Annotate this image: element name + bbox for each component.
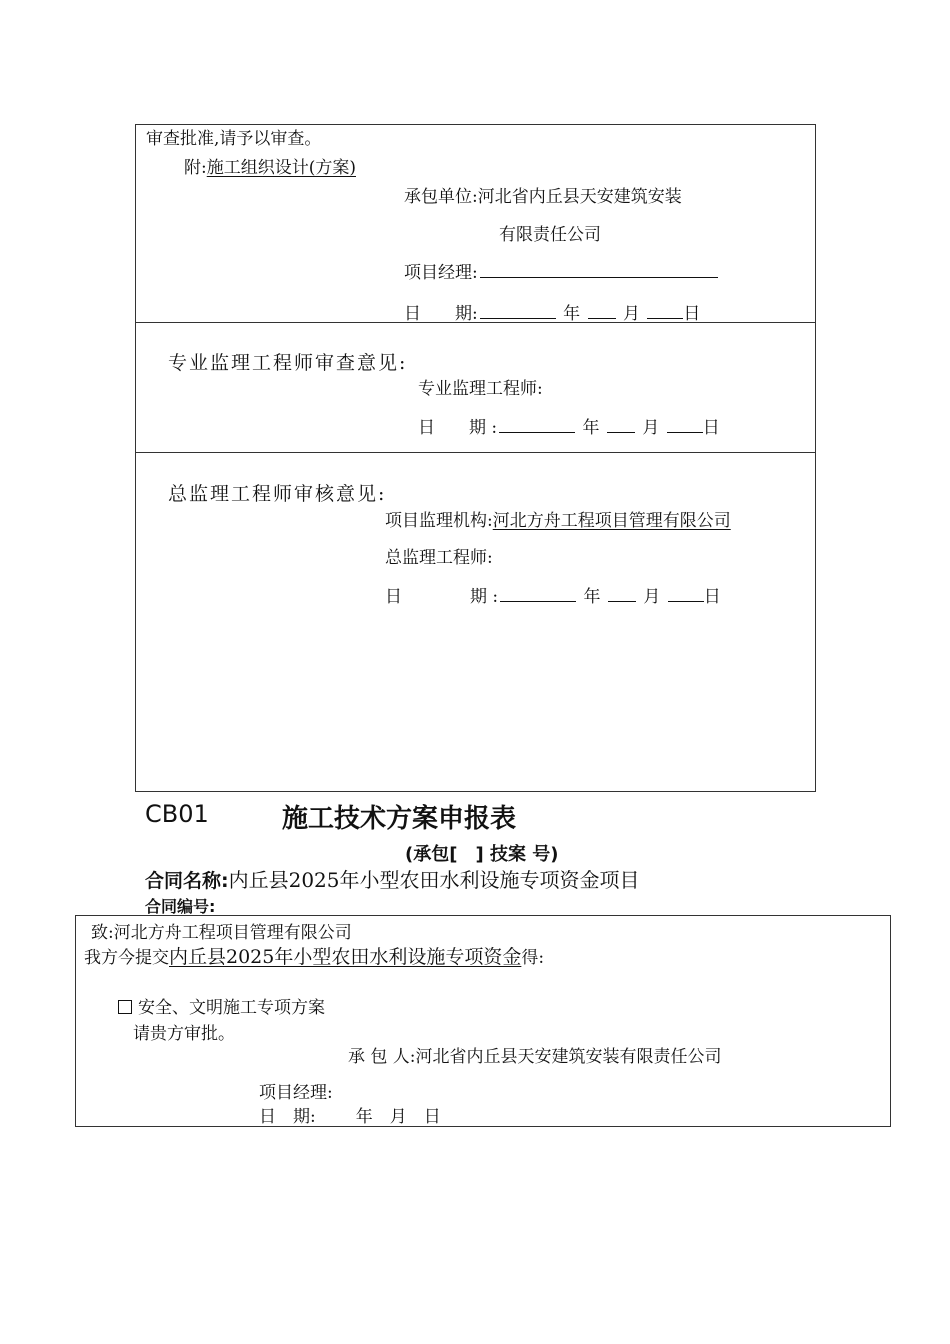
year-blank[interactable]	[500, 587, 576, 602]
month-label: 月	[642, 418, 660, 438]
contractor-date-line	[404, 299, 700, 324]
submission-prefix: 我方今提交	[84, 948, 169, 968]
project-manager-label: 项目经理:	[259, 1083, 333, 1103]
submission-date-line	[259, 1102, 441, 1127]
day-blank[interactable]	[647, 304, 683, 319]
chief-date-line	[385, 582, 721, 607]
chief-engineer-label: 总监理工程师:	[385, 548, 493, 568]
contract-name-line	[145, 864, 640, 893]
attachment-line	[184, 153, 356, 178]
year-blank[interactable]	[480, 304, 556, 319]
month-blank[interactable]	[607, 418, 635, 433]
plan-checkbox-line[interactable]	[118, 993, 325, 1018]
submission-suffix: 得:	[521, 948, 545, 968]
form-subtitle: (承包[ ] 技案 号)	[405, 844, 559, 865]
review-request-text: 审查批准,请予以审查。	[146, 129, 322, 149]
contractor-name-cont: 有限责任公司	[499, 225, 601, 245]
submission-value: 内丘县2025年小型农田水利设施专项资金	[169, 946, 522, 968]
agency-line	[385, 506, 731, 531]
contractor-label: 承 包 人:	[348, 1047, 416, 1067]
contractor-value: 河北省内丘县天安建筑安装有限责任公司	[415, 1047, 722, 1067]
form-code: CB01	[145, 800, 209, 828]
day-label: 日	[702, 418, 720, 438]
specialist-date-line	[418, 413, 720, 438]
month-blank[interactable]	[588, 304, 616, 319]
review-form-box	[135, 124, 816, 792]
year-blank[interactable]	[499, 418, 575, 433]
contract-name-label: 合同名称:	[145, 870, 229, 892]
agency-value: 河北方舟工程项目管理有限公司	[492, 511, 731, 531]
submission-line	[84, 942, 544, 969]
attachment-label: 附:	[184, 158, 207, 178]
contractor-line	[404, 182, 682, 207]
attachment-value: 施工组织设计(方案)	[206, 158, 356, 178]
contractor-label: 承包单位:	[404, 187, 478, 207]
specialist-review-title: 专业监理工程师审查意见:	[168, 352, 408, 374]
specialist-engineer-label: 专业监理工程师:	[418, 379, 543, 399]
year-label: 年	[583, 587, 601, 607]
date-label: 日 期 :	[418, 418, 498, 438]
addressee-line: 致:河北方舟工程项目管理有限公司	[91, 923, 352, 943]
plan-checkbox-label: 安全、文明施工专项方案	[138, 998, 325, 1018]
date-ymd: 年 月 日	[355, 1107, 441, 1127]
year-label: 年	[563, 304, 581, 324]
contract-name-value: 内丘县2025年小型农田水利设施专项资金项目	[228, 868, 640, 892]
month-blank[interactable]	[608, 587, 636, 602]
year-label: 年	[582, 418, 600, 438]
contractor-name: 河北省内丘县天安建筑安装	[477, 187, 682, 207]
request-text: 请贵方审批。	[133, 1024, 235, 1044]
day-label: 日	[703, 587, 721, 607]
chief-review-title: 总监理工程师审核意见:	[168, 483, 387, 505]
day-blank[interactable]	[668, 587, 704, 602]
month-label: 月	[643, 587, 661, 607]
plan-checkbox[interactable]	[118, 1000, 132, 1014]
date-label: 日 期:	[259, 1107, 316, 1127]
date-label: 日 期 :	[385, 587, 499, 607]
project-manager-line	[404, 258, 720, 283]
month-label: 月	[622, 304, 640, 324]
form-title: 施工技术方案申报表	[282, 804, 517, 834]
project-manager-label: 项目经理:	[404, 263, 478, 283]
agency-label: 项目监理机构:	[385, 511, 493, 531]
section-divider	[135, 452, 816, 453]
project-manager-blank[interactable]	[480, 263, 718, 278]
contract-no-label: 合同编号:	[145, 897, 216, 916]
day-label: 日	[683, 304, 701, 324]
contractor-line	[348, 1042, 722, 1067]
date-label: 日 期:	[404, 304, 478, 324]
day-blank[interactable]	[667, 418, 703, 433]
